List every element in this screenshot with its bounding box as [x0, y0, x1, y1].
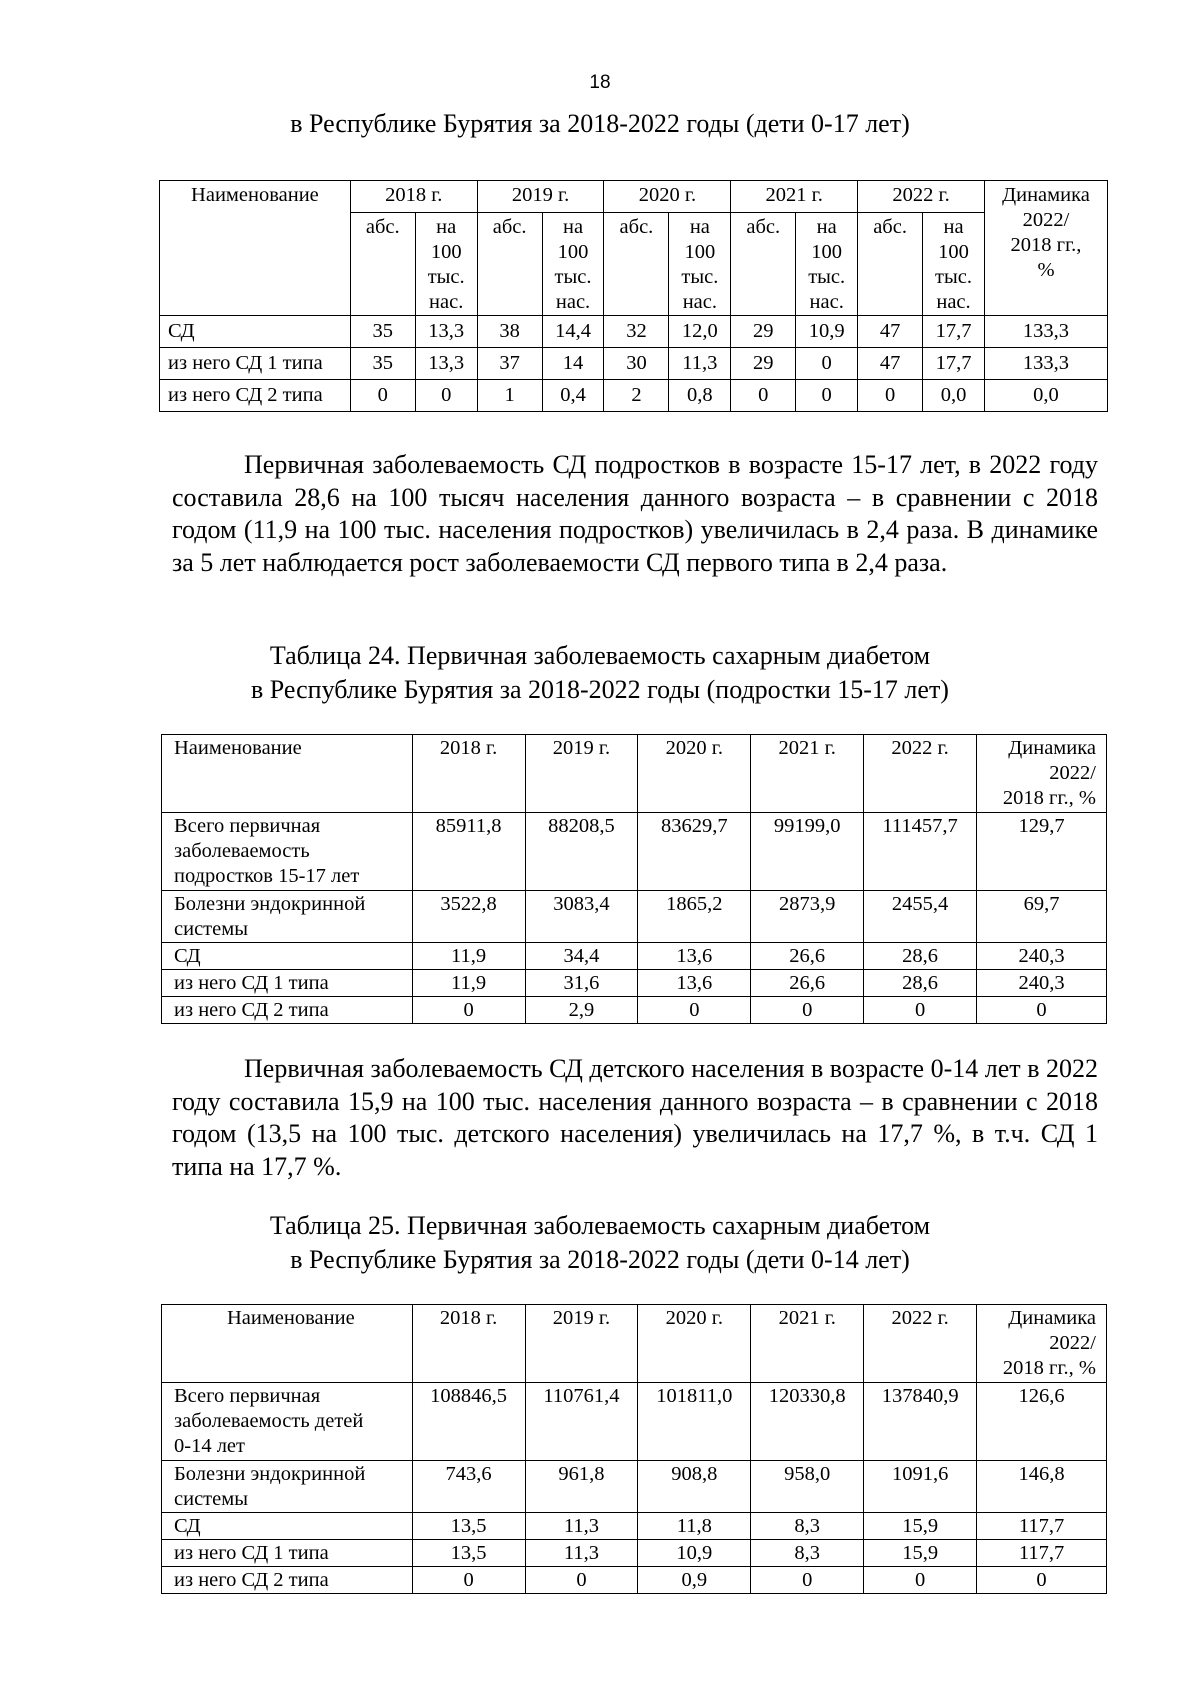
- table-cell: 0: [796, 348, 858, 380]
- table2-caption-line2: в Республике Бурятия за 2018-2022 годы (подростки 15-17 лет): [251, 675, 949, 704]
- table2: [161, 734, 1107, 1024]
- table-cell: 47: [858, 348, 923, 380]
- table-cell: 28,6: [864, 970, 977, 997]
- table1-caption: в Республике Бурятия за 2018-2022 годы (дети 0-17 лет): [290, 109, 910, 138]
- table2-row-name: Всего первичная заболеваемость подростков 15-17 лет: [162, 813, 413, 891]
- table-cell: 0: [415, 380, 477, 412]
- table2-year: 2019 г.: [525, 735, 638, 813]
- table1-per100k-label: на 100 тыс. нас.: [796, 213, 858, 316]
- table-cell: 0,0: [923, 380, 985, 412]
- table-cell: 8,3: [751, 1540, 864, 1567]
- table-cell: 129,7: [977, 813, 1107, 891]
- table-cell: 13,5: [412, 1540, 525, 1567]
- table1-year: 2019 г.: [477, 181, 604, 213]
- table-cell: 3522,8: [412, 891, 525, 943]
- table1-header-row: [160, 181, 1108, 213]
- table3: [161, 1304, 1107, 1594]
- table1-row-name: из него СД 1 типа: [160, 348, 351, 380]
- table-cell: 3083,4: [525, 891, 638, 943]
- table-cell: 0,8: [669, 380, 731, 412]
- table-row: [162, 813, 1107, 891]
- table-cell: 0: [350, 380, 415, 412]
- table1-abs-label: абс.: [858, 213, 923, 316]
- table1-header-dynamics: Динамика 2022/ 2018 гг., %: [984, 181, 1107, 316]
- table-row: [162, 1567, 1107, 1594]
- table-cell: 1091,6: [864, 1461, 977, 1513]
- table1-year: 2022 г.: [858, 181, 985, 213]
- table3-row-name: из него СД 1 типа: [162, 1540, 413, 1567]
- table-cell: 111457,7: [864, 813, 977, 891]
- table2-header-row: [162, 735, 1107, 813]
- table-cell: 117,7: [977, 1540, 1107, 1567]
- table-cell: 108846,5: [412, 1383, 525, 1461]
- table-cell: 11,8: [638, 1513, 751, 1540]
- table-row: [160, 316, 1108, 348]
- table1-abs-label: абс.: [350, 213, 415, 316]
- table-cell: 10,9: [796, 316, 858, 348]
- table3-caption-line2: в Республике Бурятия за 2018-2022 годы (дети 0-14 лет): [290, 1245, 910, 1274]
- table1-abs-label: абс.: [731, 213, 796, 316]
- table-cell: 133,3: [984, 348, 1107, 380]
- table1-row-name: СД: [160, 316, 351, 348]
- table-cell: 2455,4: [864, 891, 977, 943]
- table-row: [160, 380, 1108, 412]
- table3-header-row: [162, 1305, 1107, 1383]
- table1-per100k-label: на 100 тыс. нас.: [542, 213, 604, 316]
- table-cell: 11,3: [525, 1540, 638, 1567]
- table-cell: 0: [412, 997, 525, 1024]
- table1-row-name: из него СД 2 типа: [160, 380, 351, 412]
- table3-year: 2018 г.: [412, 1305, 525, 1383]
- table-cell: 0: [796, 380, 858, 412]
- table-cell: 0: [751, 997, 864, 1024]
- table-cell: 13,5: [412, 1513, 525, 1540]
- table-row: [162, 1513, 1107, 1540]
- table-cell: 0: [977, 1567, 1107, 1594]
- table-cell: 13,6: [638, 970, 751, 997]
- table-cell: 28,6: [864, 943, 977, 970]
- table-cell: 13,6: [638, 943, 751, 970]
- table-cell: 0,9: [638, 1567, 751, 1594]
- table2-year: 2021 г.: [751, 735, 864, 813]
- table2-year: 2022 г.: [864, 735, 977, 813]
- table-cell: 0: [751, 1567, 864, 1594]
- table-cell: 1: [477, 380, 542, 412]
- table3-caption-line1: Таблица 25. Первичная заболеваемость сахарным диабетом: [269, 1211, 931, 1240]
- table-cell: 13,3: [415, 348, 477, 380]
- table1-abs-label: абс.: [604, 213, 669, 316]
- table2-row-name: из него СД 2 типа: [162, 997, 413, 1024]
- table-cell: 0: [977, 997, 1107, 1024]
- table-cell: 11,3: [525, 1513, 638, 1540]
- table-cell: 26,6: [751, 970, 864, 997]
- table-cell: 0,4: [542, 380, 604, 412]
- table-cell: 17,7: [923, 316, 985, 348]
- table1: [159, 180, 1108, 412]
- table2-row-name: СД: [162, 943, 413, 970]
- table-cell: 8,3: [751, 1513, 864, 1540]
- table2-year: 2020 г.: [638, 735, 751, 813]
- page-number: 18: [589, 72, 611, 93]
- table-cell: 101811,0: [638, 1383, 751, 1461]
- table-row: [162, 943, 1107, 970]
- table-cell: 110761,4: [525, 1383, 638, 1461]
- table-cell: 0: [858, 380, 923, 412]
- table-cell: 69,7: [977, 891, 1107, 943]
- table-cell: 240,3: [977, 943, 1107, 970]
- table3-row-name: Болезни эндокринной системы: [162, 1461, 413, 1513]
- table-row: [160, 348, 1108, 380]
- table-row: [162, 1540, 1107, 1567]
- table1-abs-label: абс.: [477, 213, 542, 316]
- table-cell: 120330,8: [751, 1383, 864, 1461]
- table-cell: 14,4: [542, 316, 604, 348]
- table-cell: 29: [731, 348, 796, 380]
- table-row: [162, 1383, 1107, 1461]
- table3-year: 2020 г.: [638, 1305, 751, 1383]
- table-cell: 2,9: [525, 997, 638, 1024]
- table2-header-dynamics: Динамика 2022/ 2018 гг., %: [977, 735, 1107, 813]
- table3-row-name: СД: [162, 1513, 413, 1540]
- table-cell: 137840,9: [864, 1383, 977, 1461]
- table-cell: 34,4: [525, 943, 638, 970]
- table-row: [162, 970, 1107, 997]
- table-cell: 0: [638, 997, 751, 1024]
- table-cell: 11,9: [412, 943, 525, 970]
- table-cell: 15,9: [864, 1540, 977, 1567]
- table-cell: 2873,9: [751, 891, 864, 943]
- table-cell: 0: [412, 1567, 525, 1594]
- table3-year: 2019 г.: [525, 1305, 638, 1383]
- table-cell: 35: [350, 348, 415, 380]
- table-cell: 47: [858, 316, 923, 348]
- table-cell: 908,8: [638, 1461, 751, 1513]
- table1-per100k-label: на 100 тыс. нас.: [923, 213, 985, 316]
- table-cell: 14: [542, 348, 604, 380]
- table-cell: 0: [864, 1567, 977, 1594]
- table-cell: 30: [604, 348, 669, 380]
- table3-header-name: Наименование: [162, 1305, 413, 1383]
- table2-year: 2018 г.: [412, 735, 525, 813]
- table-cell: 11,9: [412, 970, 525, 997]
- table-cell: 13,3: [415, 316, 477, 348]
- table-cell: 32: [604, 316, 669, 348]
- table-cell: 958,0: [751, 1461, 864, 1513]
- table-cell: 133,3: [984, 316, 1107, 348]
- table-cell: 38: [477, 316, 542, 348]
- table-cell: 35: [350, 316, 415, 348]
- paragraph-adolescents: Первичная заболеваемость СД подростков в возрасте 15-17 лет, в 2022 году составила 28,6 на 100 тысяч населения данного возраста – в сравнении с 2018 годом (11,9 на 100 тыс. населения подростков) увеличилась в 2,4 раза. В динамике за 5 лет наблюдается рост заболеваемости СД первого типа в 2,4 раза.: [172, 450, 1098, 577]
- table-cell: 743,6: [412, 1461, 525, 1513]
- table1-year: 2018 г.: [350, 181, 477, 213]
- table-cell: 10,9: [638, 1540, 751, 1567]
- paragraph-children: Первичная заболеваемость СД детского населения в возрасте 0-14 лет в 2022 году составила 15,9 на 100 тыс. населения данного возраста – в сравнении с 2018 годом (13,5 на 100 тыс. детского населения) увеличилась на 17,7 %, в т.ч. СД 1 типа на 17,7 %.: [172, 1054, 1098, 1181]
- table-cell: 0: [525, 1567, 638, 1594]
- table2-caption-line1: Таблица 24. Первичная заболеваемость сахарным диабетом: [269, 641, 931, 670]
- table3-year: 2021 г.: [751, 1305, 864, 1383]
- table1-year: 2021 г.: [731, 181, 858, 213]
- table2-row-name: Болезни эндокринной системы: [162, 891, 413, 943]
- table-cell: 961,8: [525, 1461, 638, 1513]
- table-cell: 17,7: [923, 348, 985, 380]
- table-cell: 146,8: [977, 1461, 1107, 1513]
- table-cell: 2: [604, 380, 669, 412]
- table3-row-name: из него СД 2 типа: [162, 1567, 413, 1594]
- table-cell: 26,6: [751, 943, 864, 970]
- table3-year: 2022 г.: [864, 1305, 977, 1383]
- table-cell: 0: [864, 997, 977, 1024]
- table2-header-name: Наименование: [162, 735, 413, 813]
- table-row: [162, 997, 1107, 1024]
- table-cell: 0: [731, 380, 796, 412]
- table1-header-name: Наименование: [160, 181, 351, 316]
- table2-row-name: из него СД 1 типа: [162, 970, 413, 997]
- table1-per100k-label: на 100 тыс. нас.: [415, 213, 477, 316]
- table-row: [162, 1461, 1107, 1513]
- table-cell: 83629,7: [638, 813, 751, 891]
- table3-row-name: Всего первичная заболеваемость детей 0-14 лет: [162, 1383, 413, 1461]
- table-row: [162, 891, 1107, 943]
- table-cell: 31,6: [525, 970, 638, 997]
- table1-per100k-label: на 100 тыс. нас.: [669, 213, 731, 316]
- table3-header-dynamics: Динамика 2022/ 2018 гг., %: [977, 1305, 1107, 1383]
- table-cell: 29: [731, 316, 796, 348]
- table1-year: 2020 г.: [604, 181, 731, 213]
- table-cell: 37: [477, 348, 542, 380]
- table-cell: 12,0: [669, 316, 731, 348]
- table-cell: 0,0: [984, 380, 1107, 412]
- table-cell: 240,3: [977, 970, 1107, 997]
- table-cell: 117,7: [977, 1513, 1107, 1540]
- table-cell: 15,9: [864, 1513, 977, 1540]
- table-cell: 1865,2: [638, 891, 751, 943]
- table-cell: 11,3: [669, 348, 731, 380]
- table-cell: 99199,0: [751, 813, 864, 891]
- table-cell: 126,6: [977, 1383, 1107, 1461]
- table-cell: 85911,8: [412, 813, 525, 891]
- table-cell: 88208,5: [525, 813, 638, 891]
